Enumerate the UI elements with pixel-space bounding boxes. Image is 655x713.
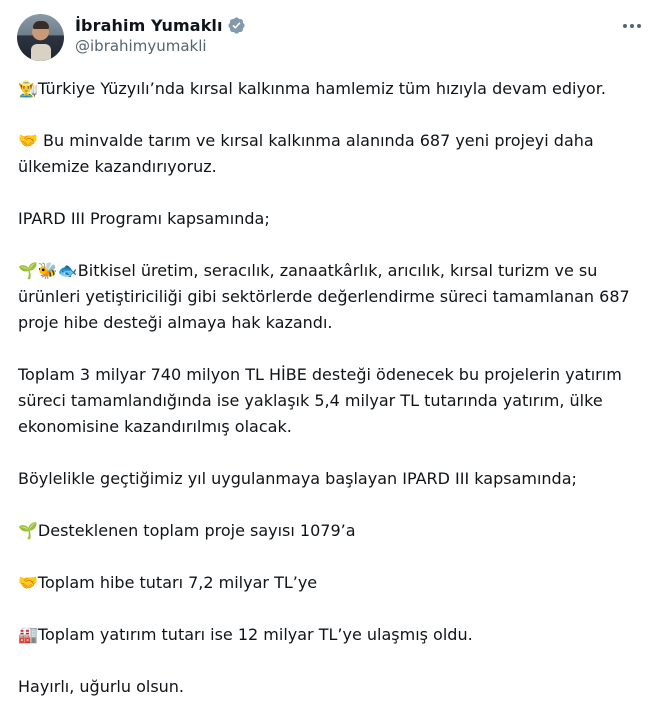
verified-badge-icon xyxy=(227,16,246,35)
post-line-6: Böylelikle geçtiğimiz yıl uygulanmaya başlayan IPARD III kapsamında; xyxy=(18,469,577,488)
post-text xyxy=(18,76,643,700)
post-line-1: 👨‍🌾Türkiye Yüzyılı’nda kırsal kalkınma hamlemiz tüm hızıyla devam ediyor. xyxy=(18,79,606,98)
avatar-hair xyxy=(33,21,49,29)
author-handle[interactable]: @ibrahimyumakli xyxy=(75,37,207,55)
post-line-8: 🤝Toplam hibe tutarı 7,2 milyar TL’ye xyxy=(18,573,318,592)
post-line-10: Hayırlı, uğurlu olsun. xyxy=(18,677,185,696)
avatar-shirt xyxy=(31,44,51,61)
post-line-4: 🌱🐝🐟Bitkisel üretim, seracılık, zanaatkârlık, arıcılık, kırsal turizm ve su ürünleri yetiştiriciliği gibi sektörlerde değerlendirme süreci tamamlanan 687 proje hibe desteği almaya hak kazandı. xyxy=(18,261,630,332)
author-name-row[interactable] xyxy=(75,14,246,36)
author-display-name[interactable]: İbrahim Yumaklı xyxy=(75,15,223,35)
more-options-icon[interactable] xyxy=(618,16,646,36)
post-line-2: 🤝 Bu minvalde tarım ve kırsal kalkınma alanında 687 yeni projeyi daha ülkemize kazandırıyoruz. xyxy=(18,131,594,176)
post-line-7: 🌱Desteklenen toplam proje sayısı 1079’a xyxy=(18,521,356,540)
post-line-9: 🏭Toplam yatırım tutarı ise 12 milyar TL’ye ulaşmış oldu. xyxy=(18,625,473,644)
post-line-3: IPARD III Programı kapsamında; xyxy=(18,209,270,228)
avatar[interactable] xyxy=(17,14,64,61)
post-line-5: Toplam 3 milyar 740 milyon TL HİBE desteği ödenecek bu projelerin yatırım süreci tamamlandığında ise yaklaşık 5,4 milyar TL tutarında yatırım, ülke ekonomisine kazandırılmış olacak. xyxy=(18,365,622,436)
